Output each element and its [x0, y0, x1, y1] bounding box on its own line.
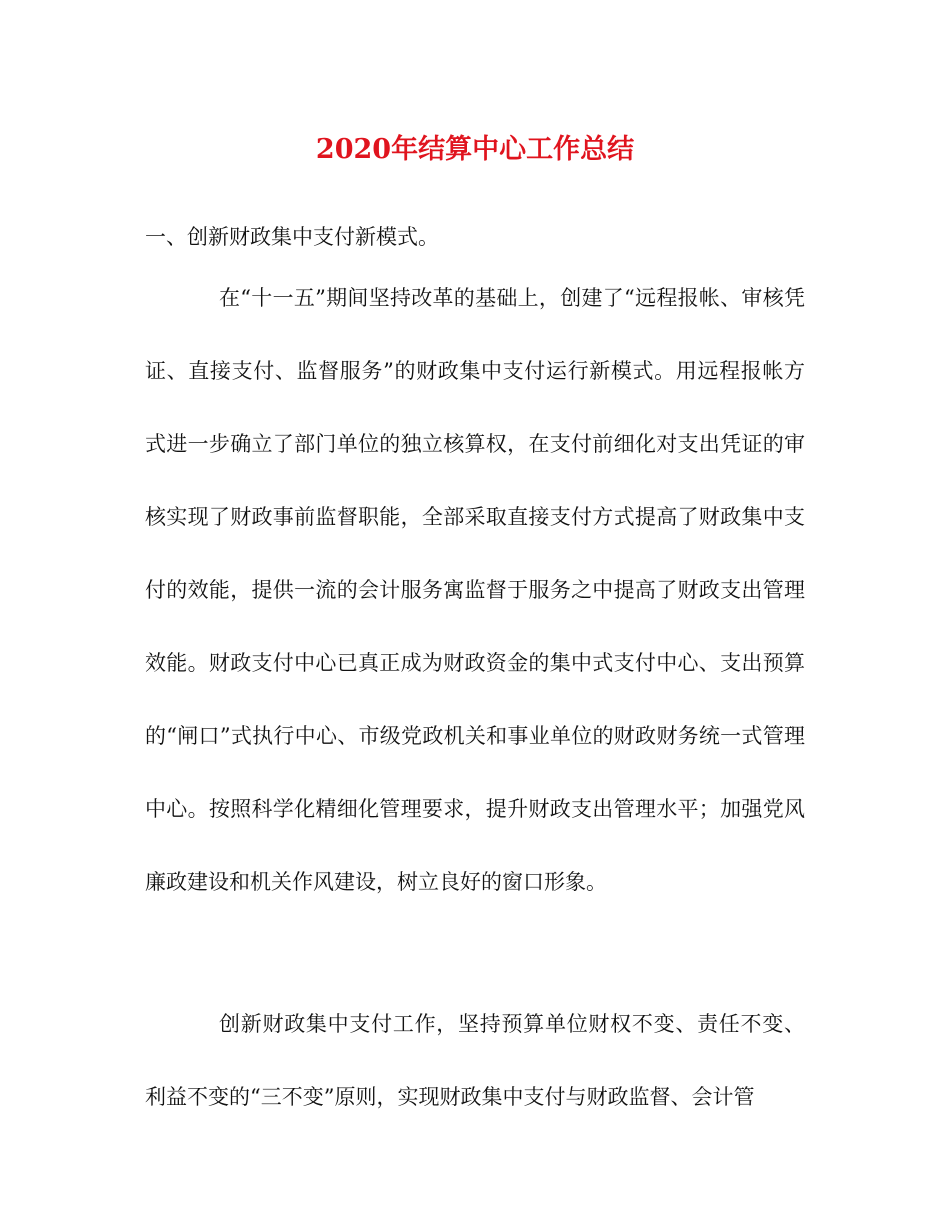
body-paragraph-2: 创新财政集中支付工作，坚持预算单位财权不变、责任不变、利益不变的“三不变”原则，实现财政集中支付与财政监督、会计管: [145, 1012, 805, 1109]
document-title: 2020年结算中心工作总结: [315, 134, 635, 165]
section-heading: 一、创新财政集中支付新模式。: [145, 225, 439, 249]
body-paragraph-1: 在“十一五”期间坚持改革的基础上，创建了“远程报帐、审核凭证、直接支付、监督服务”的财政集中支付运行新模式。用远程报帐方式进一步确立了部门单位的独立核算权，在支付前细化对支出凭证的审核实现了财政事前监督职能，全部采取直接支付方式提高了财政集中支付的效能，提供一流的会计服务寓监督于服务之中提高了财政支出管理效能。财政支付中心已真正成为财政资金的集中式支付中心、支出预算的“闸口”式执行中心、市级党政机关和事业单位的财政财务统一式管理中心。按照科学化精细化管理要求，提升财政支出管理水平；加强党风廉政建设和机关作风建设，树立良好的窗口形象。: [145, 286, 805, 894]
